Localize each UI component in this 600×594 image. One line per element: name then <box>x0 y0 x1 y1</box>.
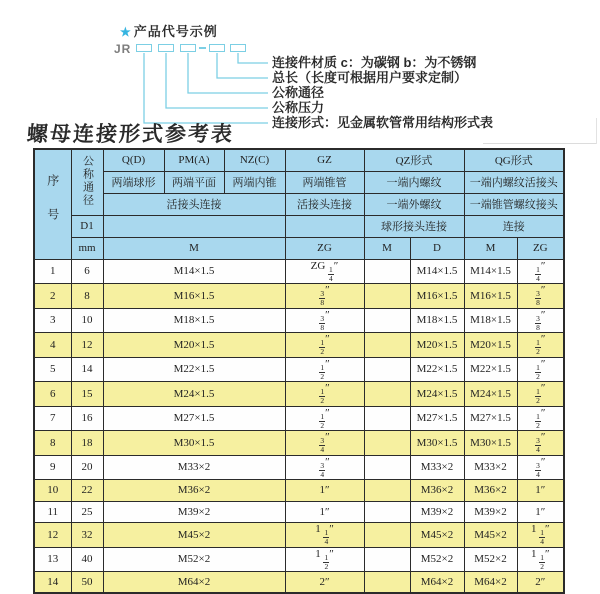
cell-qg-m: M64×2 <box>464 572 517 594</box>
cell-no: 12 <box>34 523 71 548</box>
table-row <box>34 333 564 358</box>
cell-qz-d: M24×1.5 <box>410 382 464 407</box>
cell-gz: $\frac{3}{4}$ ″ <box>285 455 364 480</box>
seq-header-text: 序号 <box>45 173 60 242</box>
table-row <box>34 547 564 572</box>
table-row <box>34 406 564 431</box>
cell-dn: 20 <box>71 455 103 480</box>
cell-qg-m: M14×1.5 <box>464 259 517 284</box>
qz-desc2: 一端外螺纹 <box>364 193 464 215</box>
table-row <box>34 501 564 523</box>
dn-header-text: 公称通径 <box>81 154 94 207</box>
cell-no: 6 <box>34 382 71 407</box>
table-row <box>34 480 564 502</box>
cell-qg-zg: 1 $\frac{1}{4}$ ″ <box>517 523 564 548</box>
cell-qg-m: M22×1.5 <box>464 357 517 382</box>
cell-m: M24×1.5 <box>103 382 285 407</box>
cell-dn: 16 <box>71 406 103 431</box>
zg-label: ZG <box>285 237 364 259</box>
cell-m: M45×2 <box>103 523 285 548</box>
table-row <box>34 259 564 284</box>
qg-desc: 一端内螺纹活接头 <box>464 171 564 193</box>
scan-artifact-line <box>483 143 597 144</box>
callout-conn-form: 连接形式：见金属软管常用结构形式表 <box>272 115 494 130</box>
cell-qz-d: M52×2 <box>410 547 464 572</box>
cell-qz-m <box>364 523 410 548</box>
cell-qg-zg: $\frac{3}{4}$ ″ <box>517 455 564 480</box>
cell-qg-zg: $\frac{3}{8}$ ″ <box>517 284 564 309</box>
table-body <box>34 259 564 593</box>
table-row <box>34 455 564 480</box>
cell-qz-m <box>364 259 410 284</box>
cell-no: 13 <box>34 547 71 572</box>
cell-m: M33×2 <box>103 455 285 480</box>
cell-no: 7 <box>34 406 71 431</box>
cell-gz: 1″ <box>285 480 364 502</box>
table-row <box>34 572 564 594</box>
cell-gz: $\frac{3}{8}$ ″ <box>285 284 364 309</box>
col-qg-header: QG形式 <box>464 149 564 171</box>
qz-d-label: D <box>410 237 464 259</box>
cell-qg-m: M18×1.5 <box>464 308 517 333</box>
qg-zg-label: ZG <box>517 237 564 259</box>
gz-desc: 两端锥管 <box>285 171 364 193</box>
cell-m: M64×2 <box>103 572 285 594</box>
cell-no: 1 <box>34 259 71 284</box>
qg-desc2: 一端锥管螺纹接头 <box>464 193 564 215</box>
header-row-2 <box>34 171 564 193</box>
star-icon: ★ <box>120 25 132 39</box>
cell-dn: 10 <box>71 308 103 333</box>
cell-dn: 40 <box>71 547 103 572</box>
d1-empty-left <box>103 215 285 237</box>
cell-qg-m: M30×1.5 <box>464 431 517 456</box>
header-row-1 <box>34 149 564 171</box>
cell-qz-m <box>364 455 410 480</box>
cell-qg-m: M16×1.5 <box>464 284 517 309</box>
cell-qg-m: M24×1.5 <box>464 382 517 407</box>
cell-qz-m <box>364 480 410 502</box>
cell-qg-zg: $\frac{1}{4}$ ″ <box>517 259 564 284</box>
cell-qg-zg: 1 $\frac{1}{2}$ ″ <box>517 547 564 572</box>
cell-qg-m: M45×2 <box>464 523 517 548</box>
cell-qg-zg: $\frac{1}{2}$ ″ <box>517 357 564 382</box>
cell-no: 5 <box>34 357 71 382</box>
col-seq-header <box>34 149 71 259</box>
cell-dn: 25 <box>71 501 103 523</box>
cell-no: 8 <box>34 431 71 456</box>
cell-qz-d: M30×1.5 <box>410 431 464 456</box>
cell-m: M30×1.5 <box>103 431 285 456</box>
cell-qz-m <box>364 308 410 333</box>
table-row <box>34 284 564 309</box>
callout-diameter: 公称通径 <box>272 85 325 100</box>
cell-qg-zg: 2″ <box>517 572 564 594</box>
cell-m: M16×1.5 <box>103 284 285 309</box>
cell-dn: 50 <box>71 572 103 594</box>
cell-gz: 2″ <box>285 572 364 594</box>
callout-pressure: 公称压力 <box>272 100 325 115</box>
pm-desc: 两端平面 <box>164 171 224 193</box>
cell-qz-m <box>364 284 410 309</box>
cell-qz-d: M16×1.5 <box>410 284 464 309</box>
union-conn: 活接头连接 <box>103 193 285 215</box>
callout-length: 总长（长度可根据用户要求定制） <box>272 70 468 85</box>
product-code-heading-text: 产品代号示例 <box>133 24 218 39</box>
cell-no: 10 <box>34 480 71 502</box>
cell-qz-d: M18×1.5 <box>410 308 464 333</box>
cell-dn: 12 <box>71 333 103 358</box>
qz-conn: 球形接头连接 <box>364 215 464 237</box>
cell-no: 9 <box>34 455 71 480</box>
cell-dn: 22 <box>71 480 103 502</box>
cell-qg-m: M33×2 <box>464 455 517 480</box>
cell-qg-m: M20×1.5 <box>464 333 517 358</box>
table-row <box>34 382 564 407</box>
cell-qz-d: M39×2 <box>410 501 464 523</box>
cell-m: M14×1.5 <box>103 259 285 284</box>
cell-qz-m <box>364 572 410 594</box>
cell-qz-d: M14×1.5 <box>410 259 464 284</box>
cell-gz: $\frac{1}{2}$ ″ <box>285 406 364 431</box>
cell-qg-m: M27×1.5 <box>464 406 517 431</box>
cell-qz-m <box>364 431 410 456</box>
d1-empty-gz <box>285 215 364 237</box>
cell-qz-d: M36×2 <box>410 480 464 502</box>
header-row-3 <box>34 193 564 215</box>
col-q-header: Q(D) <box>103 149 164 171</box>
cell-qg-zg: $\frac{1}{2}$ ″ <box>517 406 564 431</box>
cell-qz-m <box>364 357 410 382</box>
cell-m: M18×1.5 <box>103 308 285 333</box>
qg-m-label: M <box>464 237 517 259</box>
cell-qg-zg: 1″ <box>517 501 564 523</box>
cell-dn: 8 <box>71 284 103 309</box>
header-row-5 <box>34 237 564 259</box>
cell-gz: $\frac{1}{2}$ ″ <box>285 333 364 358</box>
cell-qg-zg: $\frac{3}{4}$ ″ <box>517 431 564 456</box>
cell-dn: 32 <box>71 523 103 548</box>
scan-artifact-line-v <box>596 118 597 144</box>
cell-qz-m <box>364 333 410 358</box>
cell-qz-m <box>364 501 410 523</box>
cell-m: M22×1.5 <box>103 357 285 382</box>
col-pm-header: PM(A) <box>164 149 224 171</box>
cell-no: 4 <box>34 333 71 358</box>
cell-gz: $\frac{1}{2}$ ″ <box>285 382 364 407</box>
table-row <box>34 357 564 382</box>
cell-qg-zg: $\frac{1}{2}$ ″ <box>517 333 564 358</box>
nz-desc: 两端内锥 <box>224 171 285 193</box>
cell-gz: $\frac{3}{4}$ ″ <box>285 431 364 456</box>
table-title: 螺母连接形式参考表 <box>26 121 235 146</box>
cell-gz: 1 $\frac{1}{2}$ ″ <box>285 547 364 572</box>
cell-m: M27×1.5 <box>103 406 285 431</box>
m-label: M <box>103 237 285 259</box>
cell-qz-d: M33×2 <box>410 455 464 480</box>
cell-gz: 1 $\frac{1}{4}$ ″ <box>285 523 364 548</box>
cell-qz-d: M27×1.5 <box>410 406 464 431</box>
table-row <box>34 431 564 456</box>
product-code-prefix: JR <box>114 42 132 56</box>
cell-m: M20×1.5 <box>103 333 285 358</box>
cell-qz-d: M20×1.5 <box>410 333 464 358</box>
gz-conn: 活接头连接 <box>285 193 364 215</box>
cell-m: M39×2 <box>103 501 285 523</box>
cell-gz: $\frac{1}{2}$ ″ <box>285 357 364 382</box>
qg-conn: 连接 <box>464 215 564 237</box>
col-gz-header: GZ <box>285 149 364 171</box>
cell-dn: 6 <box>71 259 103 284</box>
cell-qg-zg: $\frac{1}{2}$ ″ <box>517 382 564 407</box>
table-row <box>34 308 564 333</box>
cell-gz: ZG $\frac{1}{4}$ ″ <box>285 259 364 284</box>
cell-qz-m <box>364 382 410 407</box>
cell-dn: 14 <box>71 357 103 382</box>
cell-qg-zg: $\frac{3}{8}$ ″ <box>517 308 564 333</box>
nut-connection-reference-table <box>33 148 565 594</box>
qz-desc: 一端内螺纹 <box>364 171 464 193</box>
qz-m-label: M <box>364 237 410 259</box>
cell-qg-m: M52×2 <box>464 547 517 572</box>
cell-qg-m: M39×2 <box>464 501 517 523</box>
cell-dn: 18 <box>71 431 103 456</box>
d1-header: D1 <box>71 215 103 237</box>
col-qz-header: QZ形式 <box>364 149 464 171</box>
header-row-4 <box>34 215 564 237</box>
cell-m: M52×2 <box>103 547 285 572</box>
cell-no: 11 <box>34 501 71 523</box>
cell-qz-d: M64×2 <box>410 572 464 594</box>
cell-qz-d: M45×2 <box>410 523 464 548</box>
cell-no: 2 <box>34 284 71 309</box>
cell-qz-d: M22×1.5 <box>410 357 464 382</box>
col-nz-header: NZ(C) <box>224 149 285 171</box>
q-desc: 两端球形 <box>103 171 164 193</box>
cell-qg-m: M36×2 <box>464 480 517 502</box>
cell-qz-m <box>364 547 410 572</box>
mm-header: mm <box>71 237 103 259</box>
callout-material: 连接件材质 c：为碳钢 b：为不锈钢 <box>272 55 477 70</box>
col-dn-header <box>71 149 103 215</box>
cell-qz-m <box>364 406 410 431</box>
cell-m: M36×2 <box>103 480 285 502</box>
cell-dn: 15 <box>71 382 103 407</box>
cell-no: 14 <box>34 572 71 594</box>
cell-no: 3 <box>34 308 71 333</box>
table-row <box>34 523 564 548</box>
cell-gz: $\frac{3}{8}$ ″ <box>285 308 364 333</box>
cell-qg-zg: 1″ <box>517 480 564 502</box>
cell-gz: 1″ <box>285 501 364 523</box>
